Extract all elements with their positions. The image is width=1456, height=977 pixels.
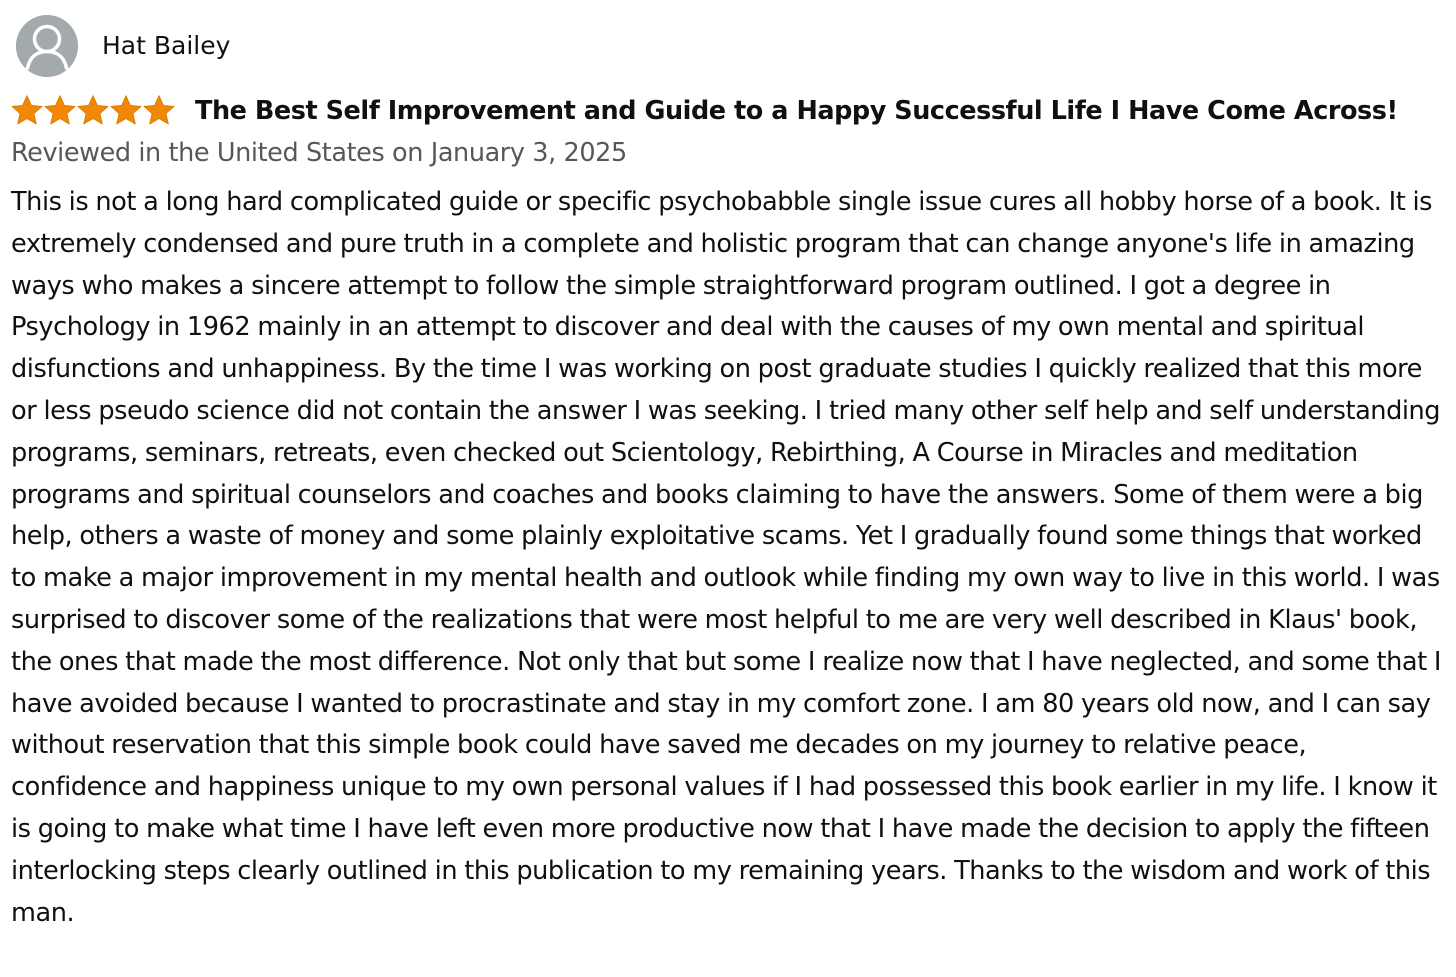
reviewer-profile[interactable]: [16, 14, 230, 78]
star-icon: [109, 94, 143, 128]
review-date: Reviewed in the United States on January 3, 2025: [11, 138, 627, 168]
star-icon: [10, 94, 44, 128]
review-body: This is not a long hard complicated guide or specific psychobabble single issue cures all hobby horse of a book. It is extremely condensed and pure truth in a complete and holistic program that can change anyone's life in amazing ways who makes a sincere attempt to follow the simple straightforward program outlined. I got a degree in Psychology in 1962 mainly in an attempt to discover and deal with the causes of my own mental and spiritual disfunctions and unhappiness. By the time I was working on post graduate studies I quickly realized that this more or less pseudo science did not contain the answer I was seeking. I tried many other self help and self understanding programs, seminars, retreats, even checked out Scientology, Rebirthing, A Course in Miracles and meditation programs and spiritual counselors and coaches and books claiming to have the answers. Some of them were a big help, others a waste of money and some plainly exploitative scams. Yet I gradually found some things that worked to make a major improvement in my mental health and outlook while finding my own way to live in this world. I was surprised to discover some of the realizations that were most helpful to me are very well described in Klaus' book, the ones that made the most difference. Not only that but some I realize now that I have neglected, and some that I have avoided because I wanted to procrastinate and stay in my comfort zone. I am 80 years old now, and I can say without reservation that this simple book could have saved me decades on my journey to relative peace, confidence and happiness unique to my own personal values if I had possessed this book earlier in my life. I know it is going to make what time I have left even more productive now that I have made the decision to apply the fifteen interlocking steps clearly outlined in this publication to my remaining years. Thanks to the wisdom and work of this man.: [11, 187, 1441, 928]
star-icon: [76, 94, 110, 128]
review-title-row: [10, 92, 1398, 130]
reviewer-name[interactable]: Hat Bailey: [102, 31, 231, 60]
star-icon: [43, 94, 77, 128]
default-user-avatar-icon[interactable]: [16, 15, 78, 77]
review-title[interactable]: The Best Self Improvement and Guide to a Happy Successful Life I Have Come Across!: [195, 96, 1398, 126]
star-rating[interactable]: [10, 94, 175, 128]
star-icon: [142, 94, 176, 128]
